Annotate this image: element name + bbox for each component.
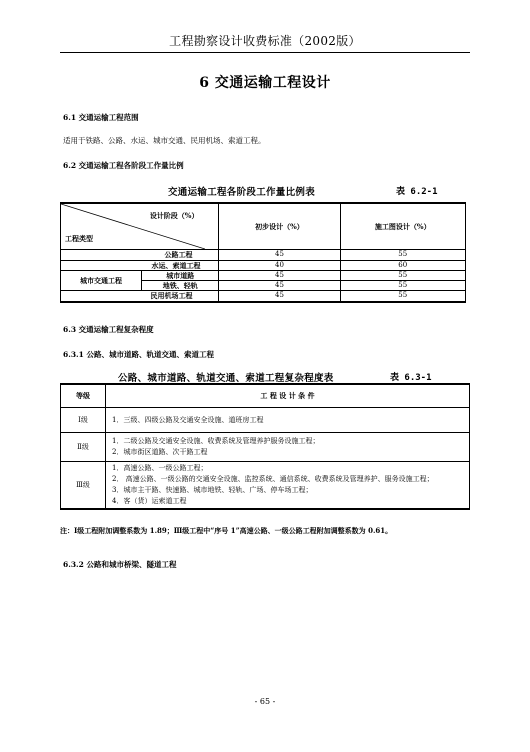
table2-conditions bbox=[106, 462, 470, 510]
table1-preliminary: 45 bbox=[219, 291, 340, 302]
table-row bbox=[61, 250, 466, 261]
table1-type: 民用机场工程 bbox=[61, 291, 219, 302]
table1-header-type: 工程类型 bbox=[65, 233, 93, 243]
table2-condition: 2． 高速公路、一级公路的交通安全设施、监控系统、通信系统、收费系统及管理养护、服务设施工程； bbox=[112, 475, 434, 483]
table1-type: 公路工程 bbox=[61, 250, 219, 261]
header-rule bbox=[60, 52, 470, 53]
section-6-3-heading: 6.3 交通运输工程复杂程度 bbox=[63, 325, 154, 334]
table1-construction: 60 bbox=[340, 260, 465, 271]
table2-condition: 1．三级、四级公路及交通安全设施、道班房工程 bbox=[112, 415, 264, 424]
table1-type: 水运、索道工程 bbox=[61, 260, 219, 271]
table1-header-stage: 设计阶段（%） bbox=[149, 211, 199, 220]
table2-level: Ⅱ级 bbox=[61, 433, 106, 462]
table-row bbox=[61, 462, 470, 510]
table1-preliminary-pair bbox=[219, 271, 340, 291]
table1-diagonal-header bbox=[61, 203, 219, 250]
section-6-3-1-heading: 6.3.1 公路、城市道路、轨道交通、索道工程 bbox=[63, 350, 214, 359]
table1-group-cell bbox=[61, 271, 219, 291]
table1-col-construction: 施工图设计（%） bbox=[340, 203, 465, 250]
running-header: 工程勘察设计收费标准（2002版） bbox=[169, 34, 361, 48]
table2-condition: 3．城市主干路、快速路、城市地铁、轻轨、广场、停车场工程； bbox=[112, 486, 313, 494]
section-6-1-text: 适用于铁路、公路、水运、城市交通、民用机场、索道工程。 bbox=[63, 136, 266, 145]
table2-conditions bbox=[106, 433, 470, 462]
table1-type: 城市道路 bbox=[142, 271, 218, 281]
table1-title: 交通运输工程各阶段工作量比例表 bbox=[168, 187, 316, 198]
table2-title: 公路、城市道路、轨道交通、索道工程复杂程度表 bbox=[118, 373, 334, 384]
table1-header-row bbox=[61, 203, 466, 250]
table1-construction: 55 bbox=[340, 291, 465, 302]
table1-group: 城市交通工程 bbox=[61, 271, 142, 290]
table2-col-level: 等级 bbox=[61, 384, 106, 408]
table1-preliminary: 45 bbox=[219, 250, 340, 261]
table1-construction: 55 bbox=[341, 271, 465, 281]
table2-header-row bbox=[61, 384, 470, 408]
table1-preliminary: 40 bbox=[219, 260, 340, 271]
table1-construction: 55 bbox=[398, 281, 408, 289]
table1-construction: 55 bbox=[340, 250, 465, 261]
section-6-2-heading: 6.2 交通运输工程各阶段工作量比例 bbox=[63, 161, 184, 170]
complexity-table bbox=[60, 383, 470, 510]
table2-col-condition: 工 程 设 计 条 件 bbox=[106, 384, 470, 408]
table1-preliminary: 45 bbox=[275, 281, 284, 289]
table2-condition: 1．高速公路、一级公路工程； bbox=[112, 464, 208, 472]
chapter-title: 6 交通运输工程设计 bbox=[199, 75, 331, 91]
table2-condition: 2．城市街区道路、次干路工程 bbox=[112, 448, 208, 456]
section-6-3-2-heading: 6.3.2 公路和城市桥梁、隧道工程 bbox=[63, 560, 177, 569]
table2-level: Ⅰ级 bbox=[61, 408, 106, 433]
table1-label: 表 6.2-1 bbox=[396, 187, 438, 197]
section-6-1-heading: 6.1 交通运输工程范围 bbox=[63, 113, 139, 122]
table-row bbox=[61, 260, 466, 271]
table-row bbox=[61, 433, 470, 462]
table-row bbox=[61, 291, 466, 302]
table1-preliminary: 45 bbox=[219, 271, 339, 281]
table2-condition: 4．客（货）运索道工程 bbox=[112, 497, 187, 505]
table2-label: 表 6.3-1 bbox=[390, 373, 432, 383]
page-number: - 65 - bbox=[254, 697, 276, 706]
table2-level: Ⅲ级 bbox=[61, 462, 106, 510]
table2-condition: 1．二级公路及交通安全设施、收费系统及管理养护服务设施工程； bbox=[112, 437, 320, 445]
table1-type: 地铁、轻轨 bbox=[162, 281, 198, 290]
table-row bbox=[61, 271, 466, 291]
table1-construction-pair bbox=[340, 271, 465, 291]
table2-note: 注：Ⅰ级工程附加调整系数为 1.89；Ⅲ级工程中“序号 1”高速公路、一级公路工程附加调整系数为 0.61。 bbox=[60, 526, 393, 535]
workload-ratio-table bbox=[60, 202, 466, 303]
table1-col-preliminary: 初步设计（%） bbox=[219, 203, 340, 250]
table2-conditions bbox=[106, 408, 470, 433]
table-row bbox=[61, 408, 470, 433]
